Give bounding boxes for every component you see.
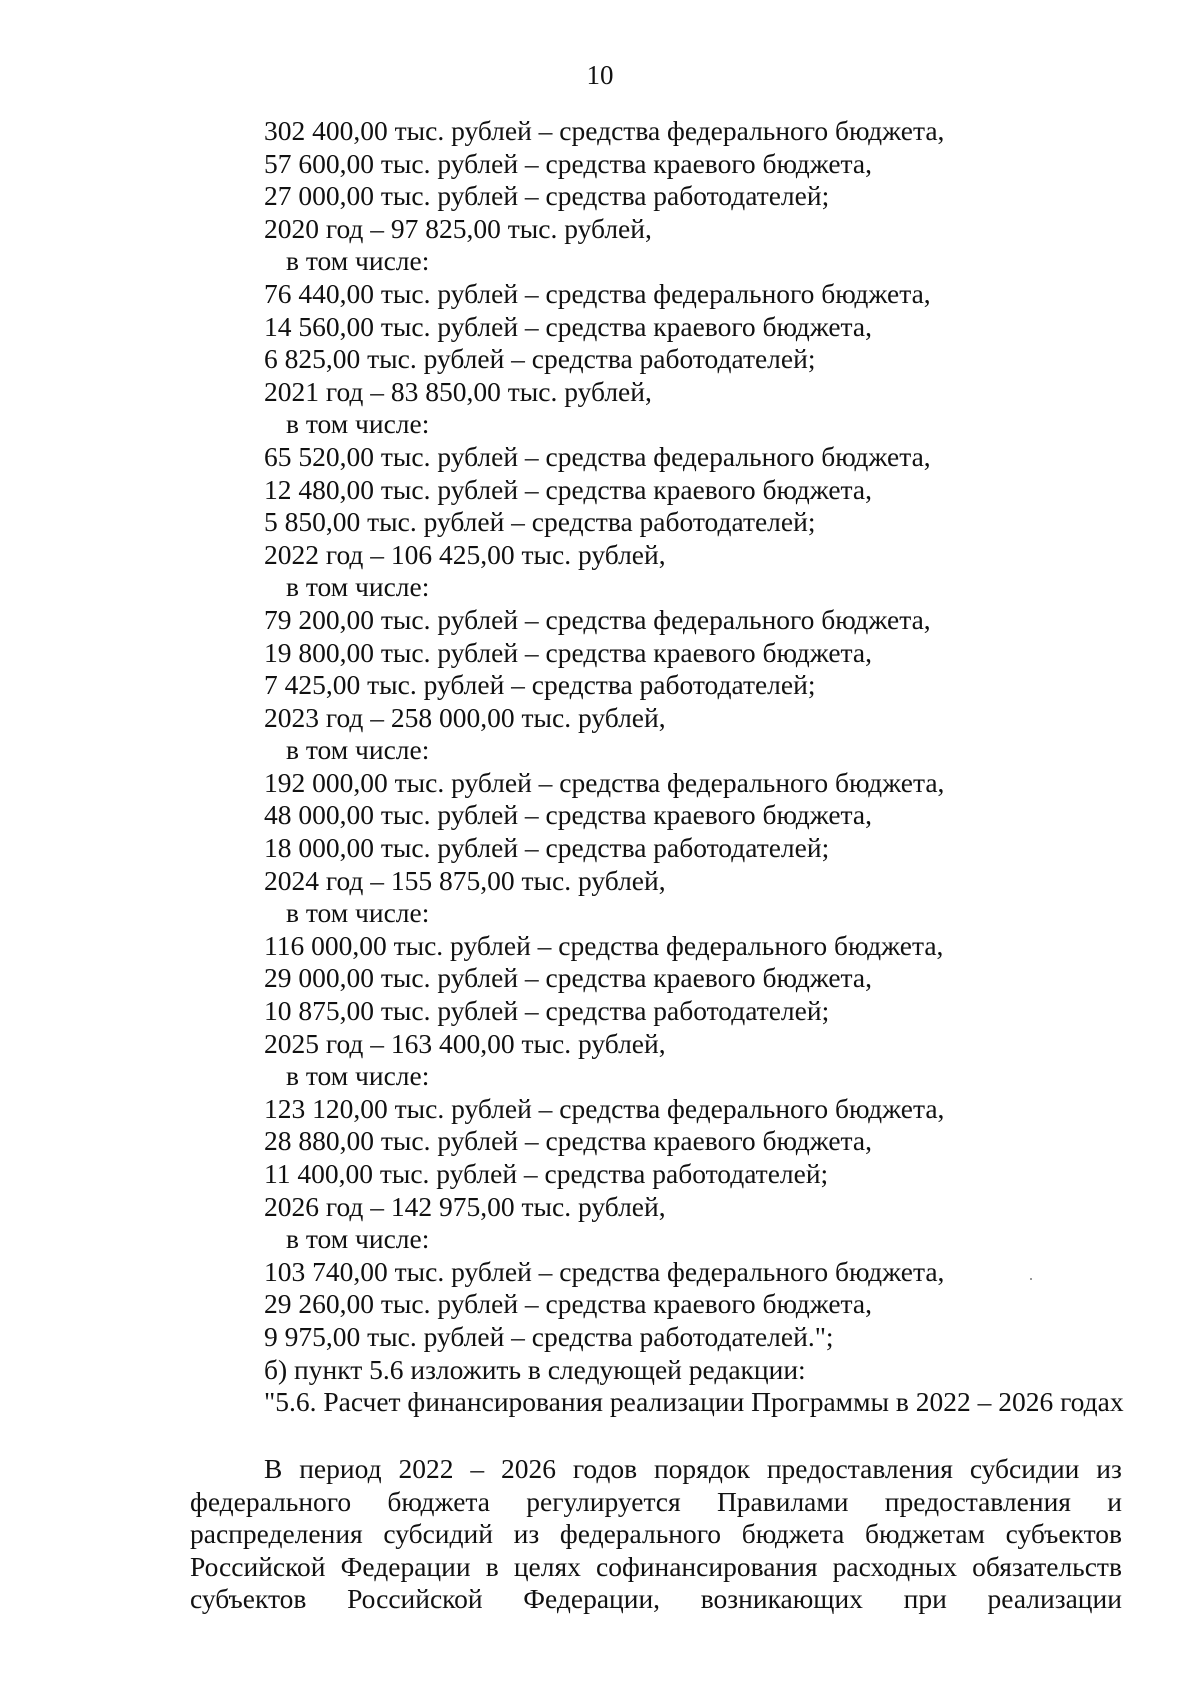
word: из bbox=[1096, 1453, 1122, 1484]
paragraph-5-6 bbox=[190, 1453, 1122, 1616]
subheading-line: в том числе: bbox=[286, 897, 430, 929]
subheading-line: в том числе: bbox=[286, 245, 430, 277]
text-line: 27 000,00 тыс. рублей – средства работодателей; bbox=[264, 180, 830, 212]
text-line: 28 880,00 тыс. рублей – средства краевого бюджета, bbox=[264, 1125, 872, 1157]
word: федерального bbox=[190, 1485, 352, 1517]
word: бюджета bbox=[387, 1485, 490, 1517]
word: регулируется bbox=[526, 1485, 681, 1517]
word: федерального bbox=[559, 1518, 722, 1550]
word: бюджета bbox=[741, 1518, 845, 1550]
text-line: 192 000,00 тыс. рублей – средства федерального бюджета, bbox=[264, 766, 945, 798]
text-line: 65 520,00 тыс. рублей – средства федерального бюджета, bbox=[264, 440, 931, 472]
funding-list bbox=[264, 115, 1124, 1419]
paragraph-line bbox=[190, 1518, 1122, 1551]
text-line: 79 200,00 тыс. рублей – средства федерального бюджета, bbox=[264, 603, 931, 635]
text-line: 12 480,00 тыс. рублей – средства краевого бюджета, bbox=[264, 473, 872, 505]
text-line: 6 825,00 тыс. рублей – средства работодателей; bbox=[264, 343, 816, 375]
text-line: 103 740,00 тыс. рублей – средства федерального бюджета, bbox=[264, 1255, 945, 1287]
word: при bbox=[903, 1583, 947, 1615]
word: субсидии bbox=[969, 1453, 1080, 1484]
subheading-line: в том числе: bbox=[286, 1060, 430, 1092]
word: из bbox=[513, 1518, 540, 1550]
text-line: 116 000,00 тыс. рублей – средства федерального бюджета, bbox=[264, 929, 944, 961]
subheading-line: в том числе: bbox=[286, 1223, 430, 1255]
word: годов bbox=[572, 1453, 638, 1484]
word: Правилами bbox=[716, 1485, 849, 1517]
page-number: 10 bbox=[586, 60, 614, 90]
text-line: 2026 год – 142 975,00 тыс. рублей, bbox=[264, 1190, 666, 1222]
text-line: 14 560,00 тыс. рублей – средства краевого бюджета, bbox=[264, 310, 872, 342]
text-line: 57 600,00 тыс. рублей – средства краевого бюджета, bbox=[264, 147, 872, 179]
text-line: "5.6. Расчет финансирования реализации Программы в 2022 – 2026 годах bbox=[264, 1386, 1124, 1418]
text-line: 29 000,00 тыс. рублей – средства краевого бюджета, bbox=[264, 962, 872, 994]
text-line: 10 875,00 тыс. рублей – средства работодателей; bbox=[264, 995, 830, 1027]
word: и bbox=[1107, 1485, 1122, 1517]
text-line: 48 000,00 тыс. рублей – средства краевого бюджета, bbox=[264, 799, 872, 831]
text-line: 2025 год – 163 400,00 тыс. рублей, bbox=[264, 1027, 666, 1059]
text-line: 2020 год – 97 825,00 тыс. рублей, bbox=[264, 212, 652, 244]
word: софинансирования bbox=[596, 1550, 818, 1582]
text-line: 2022 год – 106 425,00 тыс. рублей, bbox=[264, 538, 666, 570]
paragraph-line bbox=[190, 1486, 1122, 1519]
word: субъектов bbox=[1005, 1518, 1122, 1550]
text-line: 11 400,00 тыс. рублей – средства работодателей; bbox=[264, 1158, 829, 1189]
word: бюджетам bbox=[864, 1518, 985, 1550]
word: период bbox=[299, 1453, 382, 1484]
subheading-line: в том числе: bbox=[286, 734, 430, 766]
text-line: 19 800,00 тыс. рублей – средства краевого бюджета, bbox=[264, 636, 872, 668]
text-line: 18 000,00 тыс. рублей – средства работодателей; bbox=[264, 832, 830, 864]
word: Российской bbox=[190, 1550, 326, 1582]
text-line: 2021 год – 83 850,00 тыс. рублей, bbox=[264, 375, 652, 407]
word: субъектов bbox=[190, 1583, 307, 1615]
word: 2022 bbox=[398, 1453, 454, 1484]
text-line: 302 400,00 тыс. рублей – средства федерального бюджета, bbox=[264, 115, 945, 146]
text-line: 123 120,00 тыс. рублей – средства федерального бюджета, bbox=[264, 1092, 945, 1124]
subheading-line: в том числе: bbox=[286, 571, 430, 603]
paragraph-line bbox=[190, 1551, 1122, 1584]
text-line: б) пункт 5.6 изложить в следующей редакции: bbox=[264, 1353, 806, 1385]
word: – bbox=[470, 1453, 485, 1484]
word: расходных bbox=[832, 1550, 958, 1582]
word: В bbox=[264, 1453, 283, 1484]
word: возникающих bbox=[700, 1583, 863, 1615]
word: Российской bbox=[347, 1583, 483, 1615]
text-line: 29 260,00 тыс. рублей – средства краевого бюджета, bbox=[264, 1288, 872, 1320]
word: 2026 bbox=[500, 1453, 556, 1484]
word: реализации bbox=[987, 1583, 1122, 1615]
text-line: 7 425,00 тыс. рублей – средства работодателей; bbox=[264, 669, 816, 701]
paragraph-line bbox=[264, 1453, 1122, 1486]
word: предоставления bbox=[884, 1485, 1071, 1517]
word: целях bbox=[513, 1550, 581, 1582]
text-line: 2023 год – 258 000,00 тыс. рублей, bbox=[264, 701, 666, 733]
word: субсидий bbox=[383, 1518, 493, 1550]
word: Федерации bbox=[340, 1550, 471, 1582]
paragraph-line bbox=[190, 1583, 1122, 1616]
text-line: 76 440,00 тыс. рублей – средства федерального бюджета, bbox=[264, 277, 931, 309]
scan-speck bbox=[1030, 1278, 1032, 1280]
word: распределения bbox=[190, 1518, 363, 1550]
word: обязательств bbox=[972, 1550, 1122, 1582]
text-line: 5 850,00 тыс. рублей – средства работодателей; bbox=[264, 506, 816, 538]
text-line: 9 975,00 тыс. рублей – средства работодателей."; bbox=[264, 1320, 834, 1352]
word: в bbox=[485, 1550, 499, 1582]
word: предоставления bbox=[766, 1453, 953, 1484]
word: порядок bbox=[653, 1453, 750, 1484]
text-line: 2024 год – 155 875,00 тыс. рублей, bbox=[264, 864, 666, 896]
word: Федерации, bbox=[523, 1583, 661, 1615]
subheading-line: в том числе: bbox=[286, 408, 430, 440]
